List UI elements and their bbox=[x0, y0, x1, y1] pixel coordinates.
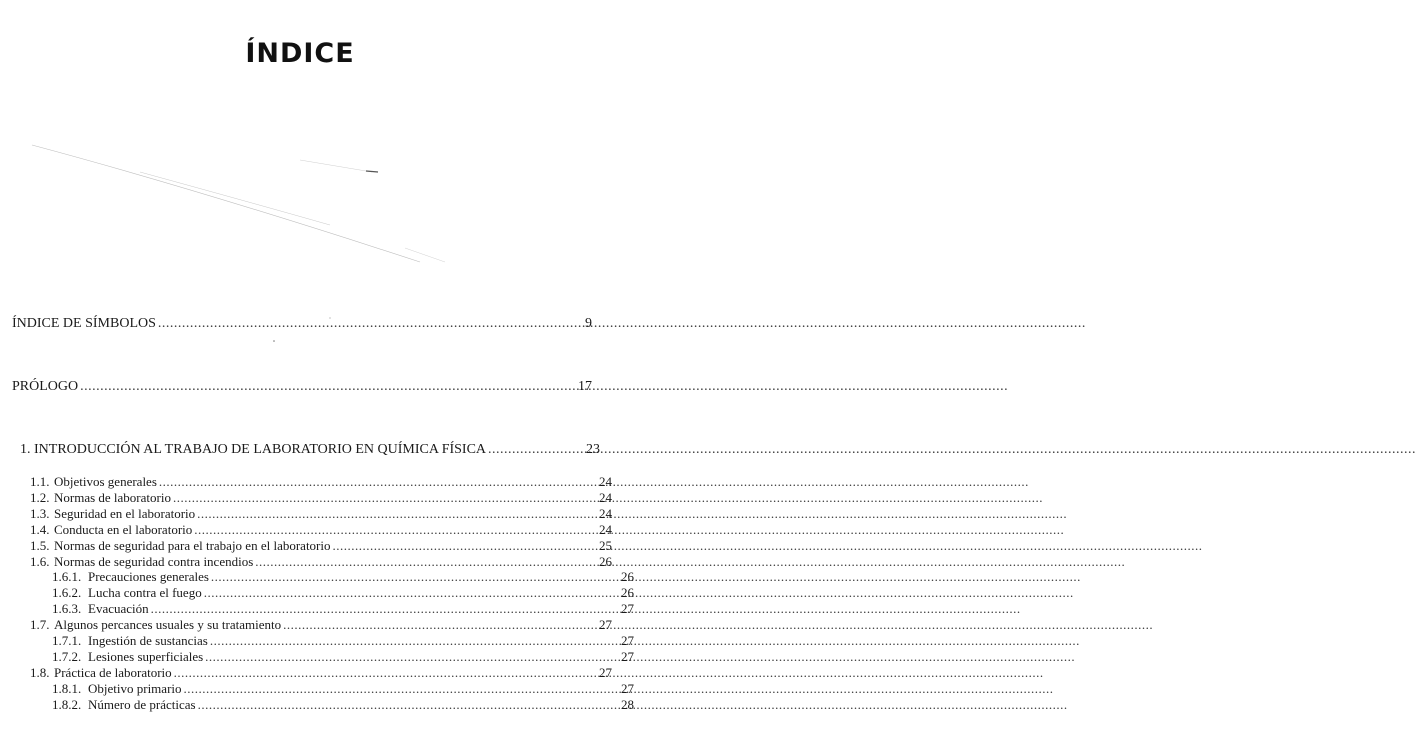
dot-leader bbox=[210, 633, 1080, 649]
toc-entry-page: 27 bbox=[599, 617, 612, 633]
toc-entry-number: 1.5. bbox=[30, 537, 50, 553]
toc-entry-label: Ingestión de sustancias bbox=[88, 633, 208, 648]
toc-entry-number: 1.4. bbox=[30, 521, 50, 537]
dot-leader bbox=[158, 316, 1086, 332]
chapter-number: 1. bbox=[20, 442, 31, 457]
toc-entry-1-7 bbox=[30, 617, 612, 633]
toc-entry-number: 1.6.1. bbox=[52, 569, 82, 585]
toc-entry-label: Algunos percances usuales y su tratamiento bbox=[54, 617, 282, 633]
dot-leader bbox=[255, 554, 1125, 570]
toc-entry-page: 27 bbox=[621, 648, 634, 664]
toc-entry-chapter-1 bbox=[20, 442, 600, 458]
toc-entry-label: Lucha contra el fuego bbox=[88, 585, 202, 601]
toc-entry-number: 1.7. bbox=[30, 617, 50, 633]
dot-leader bbox=[488, 442, 1416, 458]
toc-entry-page: 24 bbox=[599, 521, 612, 537]
toc-entry-label: Normas de seguridad contra incendios bbox=[54, 553, 254, 569]
toc-entry-page: 26 bbox=[621, 585, 634, 601]
toc-entry-label: Lesiones superficiales bbox=[88, 648, 204, 664]
chapter-label: INTRODUCCIÓN AL TRABAJO DE LABORATORIO EN QUÍMICA FÍSICA bbox=[34, 442, 487, 457]
toc-entry-page: 26 bbox=[621, 569, 634, 585]
toc-entry-1-6-2 bbox=[52, 585, 634, 601]
toc-entry-number: 1.8.1. bbox=[52, 680, 82, 696]
toc-entry-1-4 bbox=[30, 521, 612, 538]
toc-entry-number: 1.3. bbox=[30, 505, 50, 521]
dot-leader bbox=[283, 617, 1153, 633]
toc-entry-number: 1.6.3. bbox=[52, 601, 82, 617]
toc-entry-label: Objetivos generales bbox=[54, 474, 157, 489]
dot-leader bbox=[211, 569, 1081, 585]
toc-entry-number: 1.8.2. bbox=[52, 696, 82, 712]
toc-entry-label: Número de prácticas bbox=[88, 696, 196, 712]
toc-entry-label: Evacuación bbox=[88, 601, 149, 617]
toc-entry-label: Conducta en el laboratorio bbox=[54, 521, 193, 537]
toc-entry-label: Práctica de laboratorio bbox=[54, 664, 172, 680]
toc-entry-label: Objetivo primario bbox=[88, 680, 182, 696]
toc-entry-1-6-3 bbox=[52, 601, 634, 617]
toc-entry-indice-simbolos bbox=[12, 316, 592, 332]
toc-entry-1-6-1 bbox=[52, 569, 634, 585]
toc-entry-page: 27 bbox=[599, 664, 612, 680]
toc-entry-label: Precauciones generales bbox=[88, 569, 209, 585]
toc-entry-1-7-2 bbox=[52, 648, 634, 665]
toc-entry-label: Seguridad en el laboratorio bbox=[54, 505, 196, 521]
toc-entry-number: 1.1. bbox=[30, 474, 50, 489]
toc-entry-page: 23 bbox=[586, 442, 600, 457]
toc-entry-prologo bbox=[12, 379, 592, 395]
dot-leader bbox=[80, 379, 1008, 395]
toc-entry-label: PRÓLOGO bbox=[12, 379, 79, 394]
toc-entry-number: 1.8. bbox=[30, 664, 50, 680]
toc-entry-number: 1.6. bbox=[30, 553, 50, 569]
toc-entry-number: 1.7.2. bbox=[52, 648, 82, 664]
toc-entry-1-2 bbox=[30, 489, 612, 506]
toc-entry-page: 27 bbox=[621, 680, 634, 696]
toc-entry-label: Normas de seguridad para el trabajo en el laboratorio bbox=[54, 537, 331, 553]
dot-leader bbox=[204, 585, 1074, 601]
toc-entry-page: 24 bbox=[599, 489, 612, 505]
toc-entry-number: 1.6.2. bbox=[52, 585, 82, 601]
toc-entry-page: 17 bbox=[578, 379, 592, 394]
dot-leader bbox=[205, 649, 1075, 665]
toc-entry-page: 9 bbox=[585, 316, 592, 331]
dot-leader bbox=[151, 601, 1021, 617]
toc-entry-1-1 bbox=[30, 474, 612, 490]
toc-entry-page: 28 bbox=[621, 696, 634, 712]
toc-entry-1-8 bbox=[30, 664, 612, 681]
dot-leader bbox=[333, 538, 1203, 554]
page-title: ÍNDICE bbox=[245, 38, 355, 70]
toc-entry-1-3 bbox=[30, 505, 612, 522]
toc-entry-page: 25 bbox=[599, 537, 612, 553]
toc-entry-label: Normas de laboratorio bbox=[54, 489, 171, 505]
toc-entry-1-6 bbox=[30, 553, 612, 570]
toc-entry-number: 1.2. bbox=[30, 489, 50, 505]
toc-entry-page: 24 bbox=[599, 505, 612, 521]
dot-leader bbox=[194, 522, 1064, 538]
toc-entry-page: 27 bbox=[621, 633, 634, 648]
toc-entry-1-5 bbox=[30, 537, 612, 554]
toc-entry-1-8-2 bbox=[52, 696, 634, 713]
toc-entry-page: 27 bbox=[621, 601, 634, 617]
toc-entry-1-7-1 bbox=[52, 633, 634, 649]
dot-leader bbox=[197, 506, 1067, 522]
toc-entry-page: 24 bbox=[599, 474, 612, 489]
toc-entry-number: 1.7.1. bbox=[52, 633, 82, 648]
toc-entry-label: ÍNDICE DE SÍMBOLOS bbox=[12, 316, 156, 331]
toc-entry-page: 26 bbox=[599, 553, 612, 569]
toc-entry-1-8-1 bbox=[52, 680, 634, 697]
